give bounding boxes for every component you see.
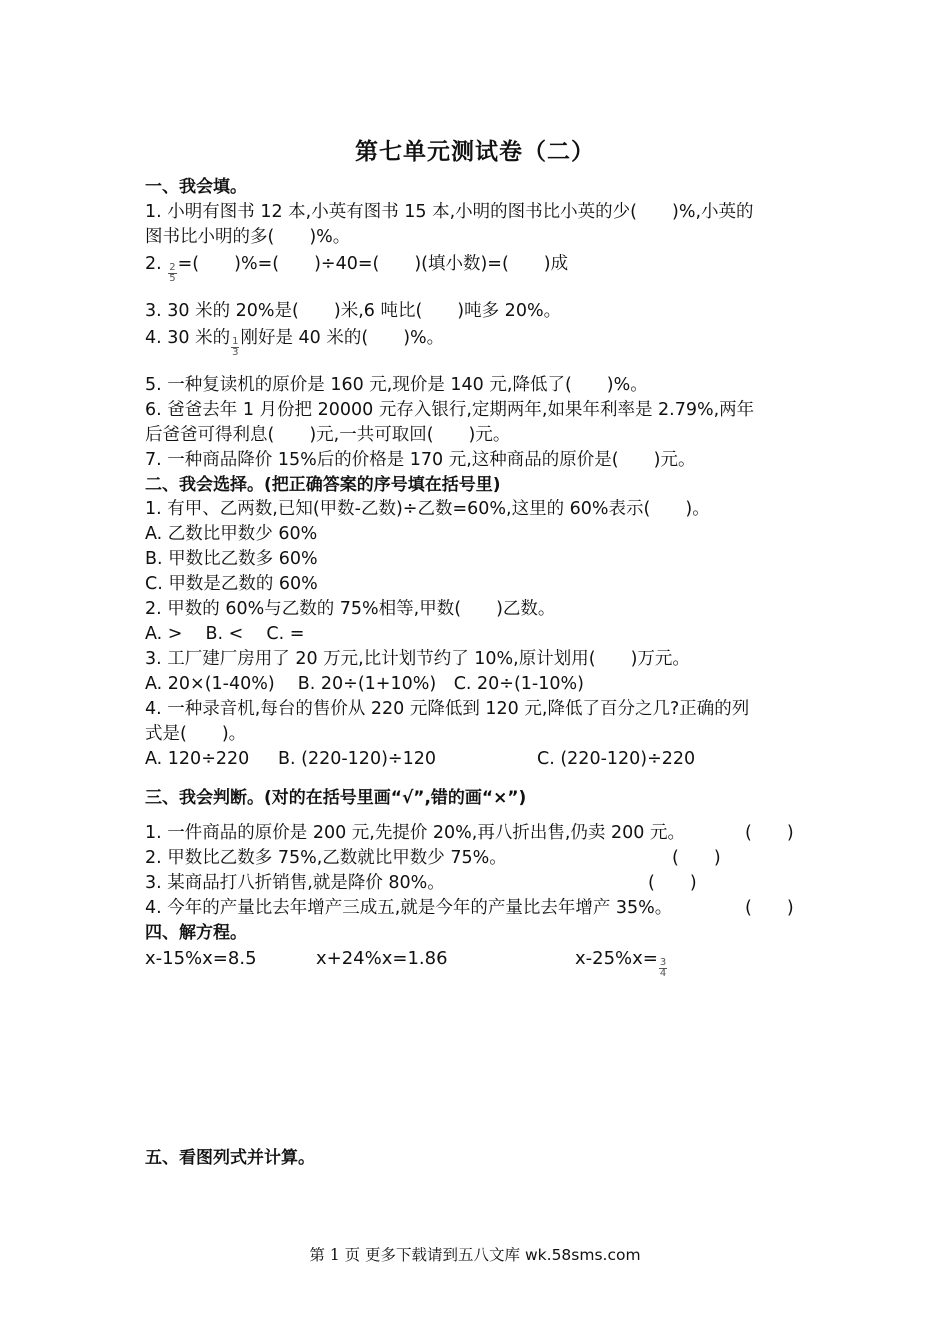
judge-q3: 3. 某商品打八折销售,就是降价 80%。 xyxy=(145,873,445,893)
footer-text: 第 1 页 更多下载请到五八文库 xyxy=(309,1246,525,1264)
fraction-denominator: 4 xyxy=(659,968,667,979)
fraction-one-third xyxy=(231,337,239,358)
fill-q4 xyxy=(145,327,444,358)
fill-q3: 3. 30 米的 20%是( )米,6 吨比( )吨多 20%。 xyxy=(145,301,562,321)
equation-2: x+24%x=1.86 xyxy=(316,948,448,969)
choice-q4-option-a: A. 120÷220 xyxy=(145,749,250,769)
fill-q6-line1: 6. 爸爸去年 1 月份把 20000 元存入银行,定期两年,如果年利率是 2.79%,两年 xyxy=(145,400,755,420)
choice-q1-option-b: B. 甲数比乙数多 60% xyxy=(145,549,318,569)
choice-q4-option-b: B. (220-120)÷120 xyxy=(278,749,436,769)
judge-q2-answer-paren[interactable]: ( ) xyxy=(672,848,721,868)
section-equations-heading: 四、解方程。 xyxy=(145,923,247,943)
judge-q3-answer-paren[interactable]: ( ) xyxy=(648,873,697,893)
footer-site-link[interactable]: wk.58sms.com xyxy=(524,1246,641,1264)
equation-1: x-15%x=8.5 xyxy=(145,948,257,969)
page-footer xyxy=(0,1243,950,1265)
judge-q2: 2. 甲数比乙数多 75%,乙数就比甲数少 75%。 xyxy=(145,848,507,868)
fraction-three-quarters xyxy=(659,958,667,979)
judge-q1: 1. 一件商品的原价是 200 元,先提价 20%,再八折出售,仍卖 200 元。 xyxy=(145,823,685,843)
fraction-two-fifths xyxy=(168,263,176,284)
section-fill-heading: 一、我会填。 xyxy=(145,177,247,197)
fill-q4-prefix: 4. 30 米的 xyxy=(145,328,231,348)
judge-q4: 4. 今年的产量比去年增产三成五,就是今年的产量比去年增产 35%。 xyxy=(145,898,673,918)
choice-q1-option-c: C. 甲数是乙数的 60% xyxy=(145,574,318,594)
fill-q4-rest: 刚好是 40 米的( )%。 xyxy=(240,328,445,348)
section-picture-heading: 五、看图列式并计算。 xyxy=(145,1148,315,1168)
choice-q3: 3. 工厂建厂房用了 20 万元,比计划节约了 10%,原计划用( )万元。 xyxy=(145,649,690,669)
judge-q1-answer-paren[interactable]: ( ) xyxy=(745,823,794,843)
choice-q4-line1: 4. 一种录音机,每台的售价从 220 元降低到 120 元,降低了百分之几?正确的列 xyxy=(145,699,750,719)
choice-q1: 1. 有甲、乙两数,已知(甲数-乙数)÷乙数=60%,这里的 60%表示( )。 xyxy=(145,499,710,519)
fraction-denominator: 3 xyxy=(232,347,239,358)
fill-q1-line1: 1. 小明有图书 12 本,小英有图书 15 本,小明的图书比小英的少( )%,小英的 xyxy=(145,202,754,222)
fraction-numerator: 1 xyxy=(232,336,239,347)
choice-q4-option-c: C. (220-120)÷220 xyxy=(537,749,696,769)
equation-3-prefix: x-25%x= xyxy=(575,948,658,969)
fraction-numerator: 3 xyxy=(659,957,667,968)
fill-q2 xyxy=(145,253,568,284)
choice-q2-options: A. > B. < C. = xyxy=(145,624,305,644)
choice-q2: 2. 甲数的 60%与乙数的 75%相等,甲数( )乙数。 xyxy=(145,599,556,619)
fill-q7: 7. 一种商品降价 15%后的价格是 170 元,这种商品的原价是( )元。 xyxy=(145,450,696,470)
section-choice-heading: 二、我会选择。(把正确答案的序号填在括号里) xyxy=(145,475,501,495)
choice-q4-line2: 式是( )。 xyxy=(145,724,247,744)
section-judge-heading: 三、我会判断。(对的在括号里画“√”,错的画“×”) xyxy=(145,788,527,808)
fill-q6-line2: 后爸爸可得利息( )元,一共可取回( )元。 xyxy=(145,425,511,445)
choice-q3-options: A. 20×(1-40%) B. 20÷(1+10%) C. 20÷(1-10%) xyxy=(145,674,584,694)
judge-q4-answer-paren[interactable]: ( ) xyxy=(745,898,794,918)
fraction-numerator: 2 xyxy=(169,262,176,273)
fill-q1-line2: 图书比小明的多( )%。 xyxy=(145,227,351,247)
fill-q5: 5. 一种复读机的原价是 160 元,现价是 140 元,降低了( )%。 xyxy=(145,375,648,395)
page-title: 第七单元测试卷（二） xyxy=(355,138,595,165)
fill-q2-rest: =( )%=( )÷40=( )(填小数)=( )成 xyxy=(177,254,569,274)
fill-q2-prefix: 2. xyxy=(145,254,168,274)
fraction-denominator: 5 xyxy=(169,273,176,284)
equation-3 xyxy=(575,948,668,979)
choice-q1-option-a: A. 乙数比甲数少 60% xyxy=(145,524,318,544)
